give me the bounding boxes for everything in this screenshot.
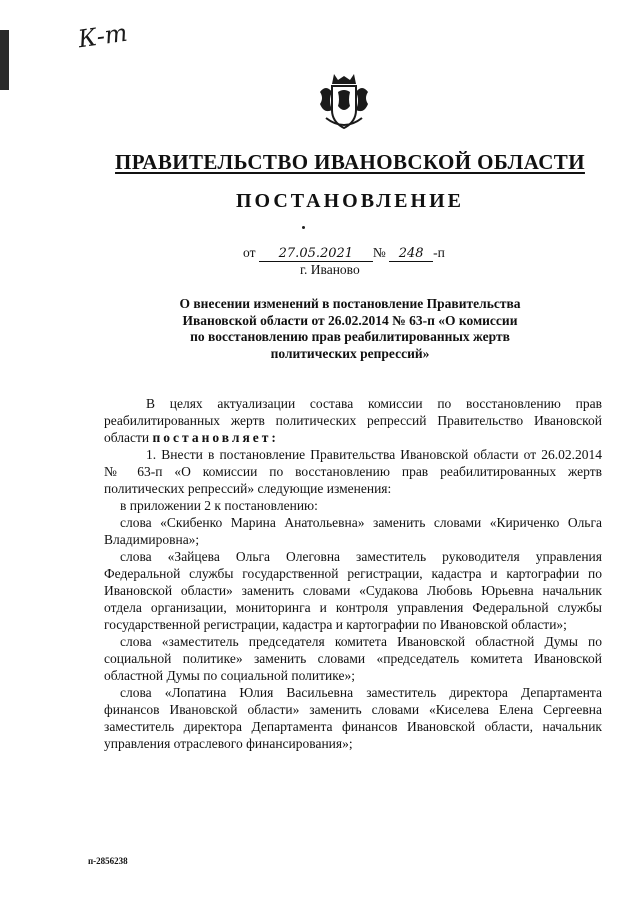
item-1-paragraph: 1. Внести в постановление Правительства Ивановской области от 26.02.2014 № 63-п «О комиссии по восстановлению прав реабилитированных жертв политических репрессий» следующие изменения: [104, 447, 602, 496]
intro-text: В целях актуализации состава комиссии по восстановлению прав реабилитированных жертв политических репрессий Правительство Ивановской области [104, 396, 602, 445]
date-number-line [243, 245, 445, 262]
change-paragraph-4: слова «Лопатина Юлия Васильевна заместитель директора Департамента финансов Ивановской области» заменить словами «Киселева Елена Сергеевна заместитель директора Департамента финансов Ивановской области, начальник управления отраслевого финансирования»; [104, 685, 602, 751]
handwritten-corner-mark: К-т [76, 18, 130, 54]
number-suffix: -п [433, 245, 445, 260]
coat-of-arms-icon [316, 70, 372, 134]
intro-paragraph [104, 395, 602, 446]
document-code: п-2856238 [88, 856, 128, 866]
subject-line: политических репрессий» [270, 345, 430, 361]
government-title: ПРАВИТЕЛЬСТВО ИВАНОВСКОЙ ОБЛАСТИ [115, 150, 585, 174]
change-paragraph-3: слова «заместитель председателя комитета Ивановской областной Думы по социальной политике» заменить словами «председатель комитета Ивановской областной Думы по социальной политике»; [104, 634, 602, 683]
decrees-word: постановляет: [152, 430, 279, 445]
stray-dot [302, 226, 305, 229]
city: г. Иваново [300, 262, 360, 277]
scan-edge-mark [0, 30, 9, 90]
subject-line: О внесении изменений в постановление Правительства [179, 296, 521, 311]
subject-line: Ивановской области от 26.02.2014 № 63-п «О комиссии [182, 312, 518, 328]
document-subject [130, 296, 570, 362]
appendix-paragraph: в приложении 2 к постановлению: [120, 498, 318, 513]
document-type-title: ПОСТАНОВЛЕНИЕ [236, 190, 464, 212]
handwritten-number: 248 [389, 246, 433, 262]
change-paragraph-1: слова «Скибенко Марина Анатольевна» заменить словами «Кириченко Ольга Владимировна»; [104, 515, 602, 547]
document-body [104, 395, 602, 752]
change-paragraph-2: слова «Зайцева Ольга Олеговна заместитель руководителя управления Федеральной службы государственной регистрации, кадастра и картографии по Ивановской области» заменить словами «Судакова Любовь Юрьевна начальник отдела организации, мониторинга и контроля управления Федеральной службы государственной регистрации, кадастра и картографии по Ивановской области»; [104, 549, 602, 632]
handwritten-date: 27.05.2021 [259, 246, 373, 262]
date-prefix: от [243, 245, 256, 260]
subject-line: по восстановлению прав реабилитированных жертв [190, 329, 510, 344]
number-sign: № [372, 245, 386, 260]
